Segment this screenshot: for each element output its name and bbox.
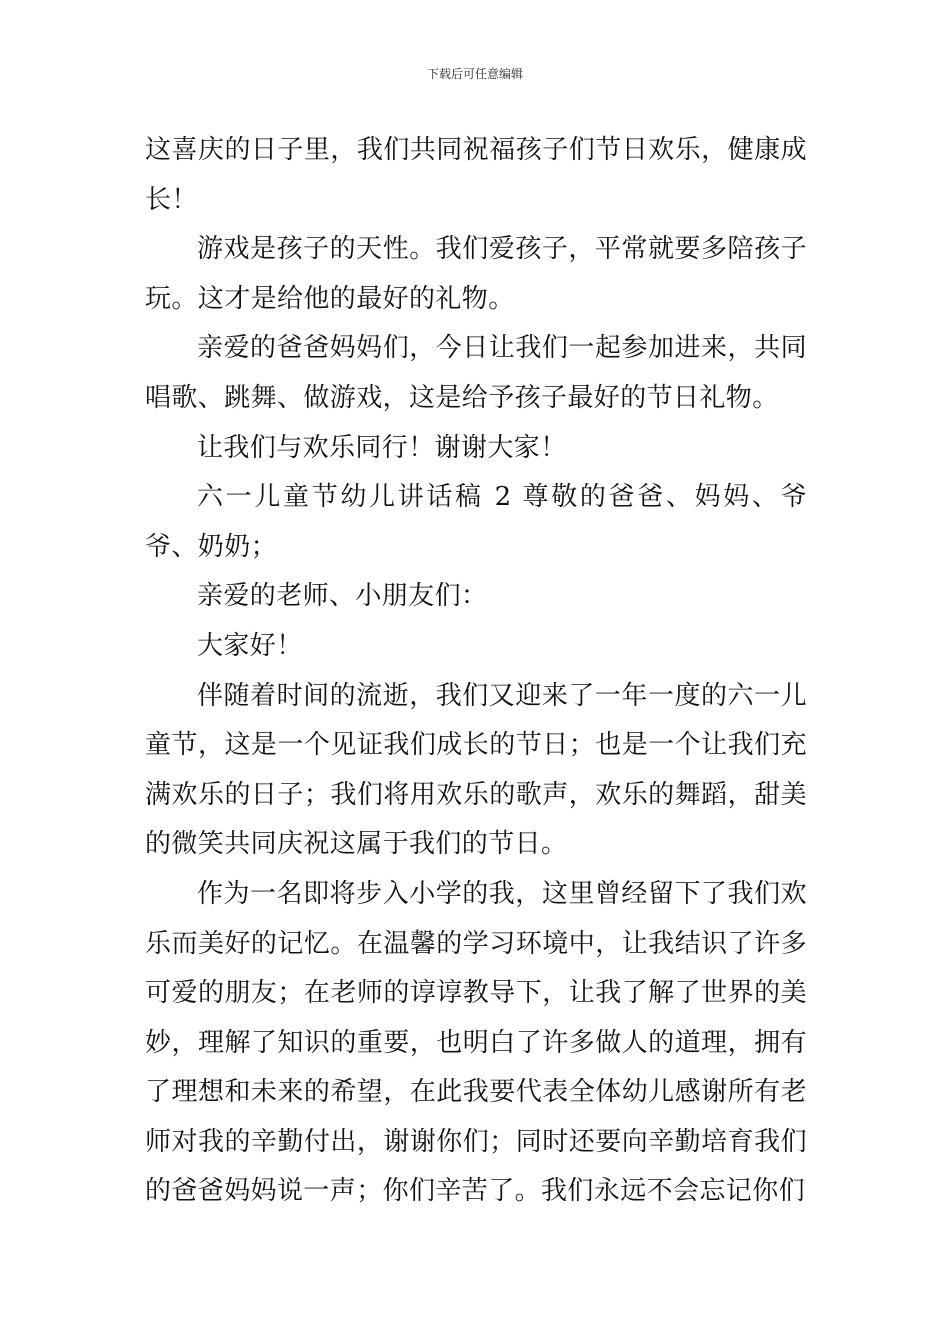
paragraph: 作为一名即将步入小学的我，这里曾经留下了我们欢乐而美好的记忆。在温馨的学习环境中，让我结识了许多可爱的朋友；在老师的谆谆教导下，让我了解了世界的美妙，理解了知识的重要，也明白了许多做人的道理，拥有了理想和未来的希望，在此我要代表全体幼儿感谢所有老师对我的辛勤付出，谢谢你们；同时还要向辛勤培育我们的爸爸妈妈说一声；你们辛苦了。我们永远不会忘记你们 <box>145 878 807 1207</box>
paragraph: 亲爱的爸爸妈妈们，今日让我们一起参加进来，共同唱歌、跳舞、做游戏，这是给予孩子最好的节日礼物。 <box>145 333 807 413</box>
paragraph: 游戏是孩子的天性。我们爱孩子，平常就要多陪孩子玩。这才是给他的最好的礼物。 <box>145 234 807 314</box>
paragraph: 伴随着时间的流逝，我们又迎来了一年一度的六一儿童节，这是一个见证我们成长的节日；也是一个让我们充满欢乐的日子；我们将用欢乐的歌声，欢乐的舞蹈，甜美的微笑共同庆祝这属于我们的节日。 <box>145 680 807 860</box>
paragraph: 让我们与欢乐同行！谢谢大家！ <box>197 432 567 463</box>
paragraph-continued: 这喜庆的日子里，我们共同祝福孩子们节日欢乐，健康成长！ <box>145 135 807 215</box>
document-body <box>145 126 807 1217</box>
paragraph-speech-title: 六一儿童节幼儿讲话稿 2 尊敬的爸爸、妈妈、爷爷、奶奶； <box>145 482 807 562</box>
paragraph-greeting: 大家好！ <box>197 630 303 661</box>
paragraph-salutation: 亲爱的老师、小朋友们： <box>197 581 488 612</box>
page-header-note: 下载后可任意编辑 <box>426 67 523 81</box>
